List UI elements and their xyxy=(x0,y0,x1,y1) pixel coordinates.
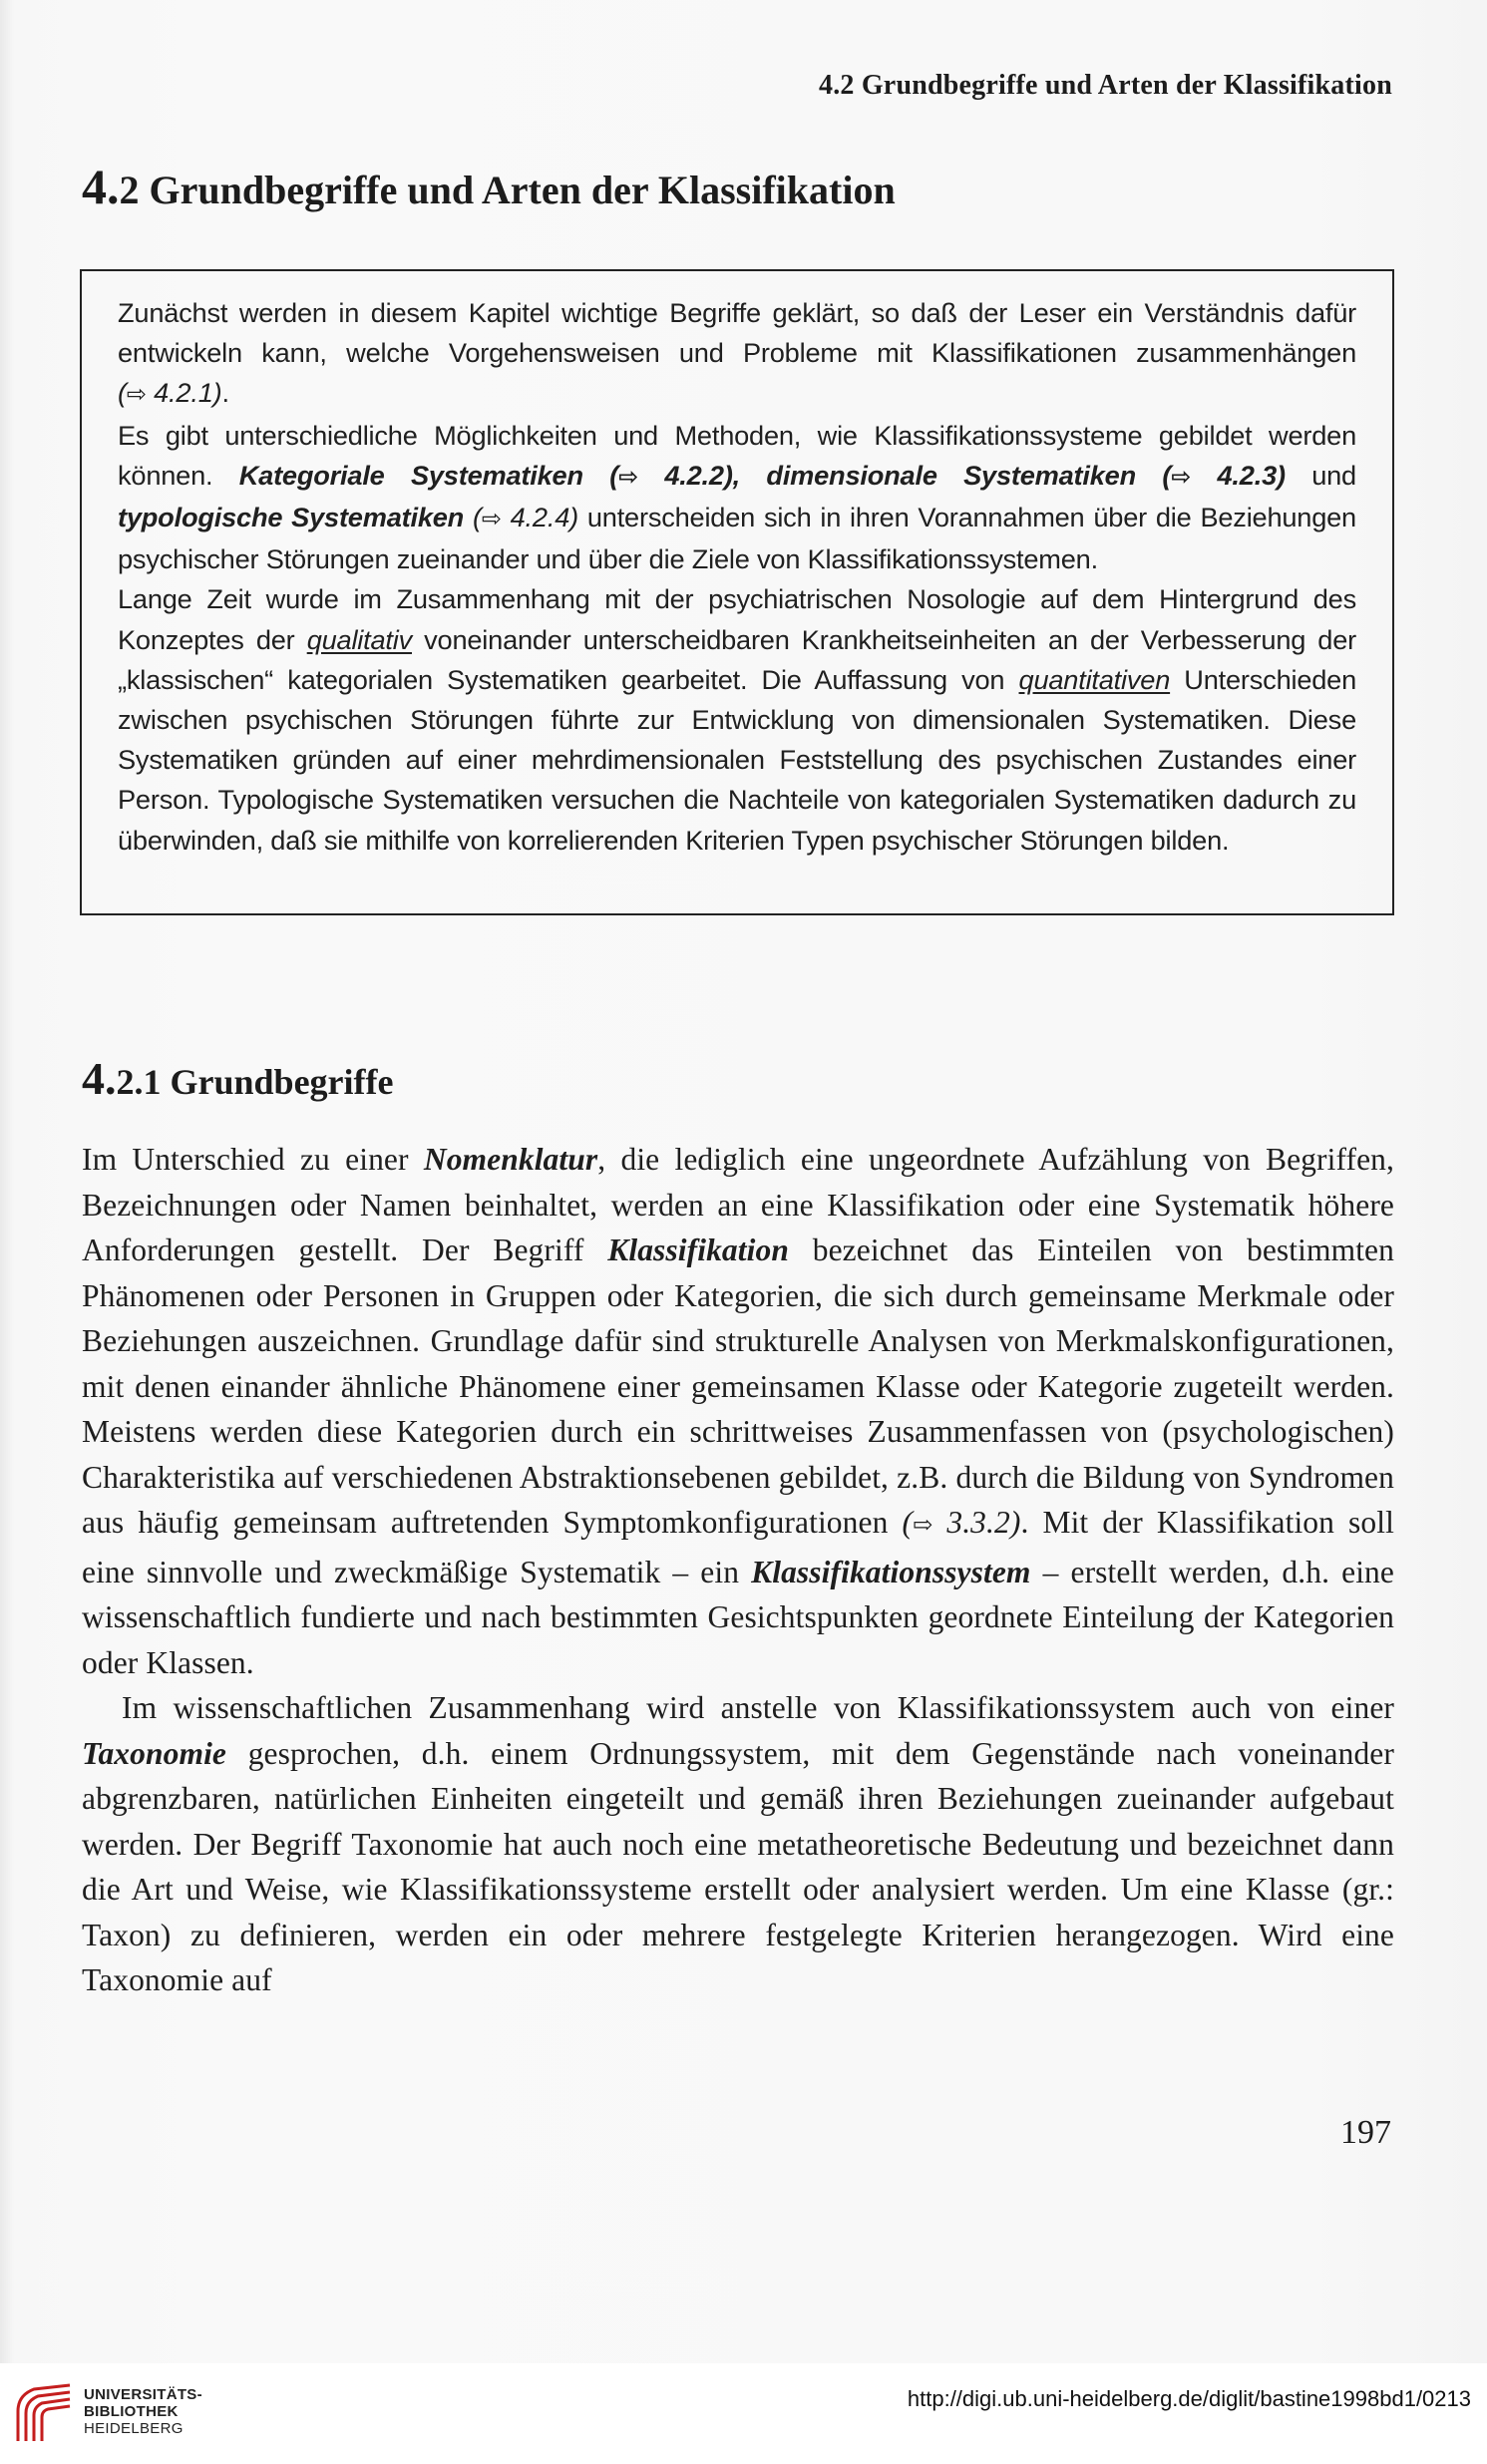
term-typologische-systematiken: typologische Systematiken xyxy=(118,502,465,533)
digitization-url-link[interactable]: http://digi.ub.uni-heidelberg.de/diglit/bastine1998bd1/0213 xyxy=(907,2386,1471,2411)
body-paragraph-2: Im wissenschaftlichen Zusammenhang wird anstelle von Klassifikationssystem auch von einer Taxonomie gesprochen, d.h. einem Ordnungssystem, mit dem Gegenstände nach voneinander abgrenzbaren, natürlichen Einheiten eingeteilt und gemäß ihren Beziehungen zueinander aufgebaut werden. Der Begriff Taxonomie hat auch noch eine metatheoretische Bedeutung und bezeichnet dann die Art und Weise, wie Klassifikationssysteme erstellt oder analysiert werden. Um eine Klasse (gr.: Taxon) zu definieren, werden ein oder mehrere festgelegte Kriterien herangezogen. Wird eine Taxonomie auf xyxy=(82,1690,1394,1997)
subsection-number-major: 4. xyxy=(82,1053,117,1104)
term-dimensionale-systematiken: dimensionale Systematiken xyxy=(766,459,1137,491)
summary-paragraph-1: Zunächst werden in diesem Kapitel wichtige Begriffe geklärt, so daß der Leser ein Verständnis dafür entwickeln kann, welche Vorgehensweisen und Probleme mit Klassifikationen zusammenhängen (⇨ 4.2.1). xyxy=(118,297,1356,409)
cross-reference[interactable]: (⇨ 3.3.2) xyxy=(902,1505,1021,1540)
summary-paragraph-2: Es gibt unterschiedliche Möglichkeiten und Methoden, wie Klassifikationssysteme gebildet werden können. Kategoriale Systematiken (⇨ 4.2.2), dimensionale Systematiken (⇨ 4.2.3) und typologische Systematiken (⇨ 4.2.4) unterscheiden sich in ihren Vorannahmen über die Beziehungen psychischer Störungen zueinander und über die Ziele von Klassifikationssystemen. xyxy=(118,419,1356,575)
cross-reference[interactable]: (⇨ 4.2.4) xyxy=(472,502,578,533)
term-klassifikation: Klassifikation xyxy=(607,1232,789,1267)
cross-reference[interactable]: (⇨ 4.2.3) xyxy=(1162,459,1286,491)
term-nomenklatur: Nomenklatur xyxy=(423,1142,598,1177)
section-title xyxy=(82,158,896,215)
page-number: 197 xyxy=(1340,2114,1391,2151)
term-kategoriale-systematiken: Kategoriale Systematiken xyxy=(238,459,583,491)
section-title-text: Grundbegriffe und Arten der Klassifikation xyxy=(149,168,896,212)
subsection-number-minor: 2.1 xyxy=(116,1062,162,1102)
subsection-title-text: Grundbegriffe xyxy=(170,1062,394,1102)
chapter-summary-box xyxy=(80,269,1394,915)
digitization-footer xyxy=(0,2363,1487,2464)
section-number-major: 4. xyxy=(82,159,120,214)
running-head: 4.2 Grundbegriffe und Arten der Klassifikation xyxy=(819,70,1392,101)
cross-reference[interactable]: (⇨ 4.2.2), xyxy=(609,459,741,491)
term-quantitativen: quantitativen xyxy=(1018,663,1171,695)
arrow-right-icon: ⇨ xyxy=(618,463,638,491)
library-name: UNIVERSITÄTS- BIBLIOTHEK HEIDELBERG xyxy=(84,2386,202,2437)
arrow-right-icon: ⇨ xyxy=(1171,463,1192,491)
university-library-logo-icon xyxy=(14,2381,78,2445)
summary-paragraph-3: Lange Zeit wurde im Zusammenhang mit der psychiatrischen Nosologie auf dem Hintergrund des Konzeptes der qualitativ voneinander unterscheidbaren Krankheitseinheiten an der Verbesserung der „klassischen“ kategorialen Systematiken gearbeitet. Die Auffassung von quantitativen Unterschieden zwischen psychischen Störungen führte zur Entwicklung von dimensionalen Systematiken. Diese Systematiken gründen auf einer mehrdimensionalen Feststellung des psychischen Zustandes einer Person. Typologische Systematiken versuchen die Nachteile von kategorialen Systematiken dadurch zu überwinden, daß sie mithilfe von korrelierenden Kriterien Typen psychischer Störungen bilden. xyxy=(118,583,1357,856)
term-klassifikationssystem: Klassifikationssystem xyxy=(751,1554,1031,1589)
arrow-right-icon: ⇨ xyxy=(126,381,147,409)
body-paragraph-1: Im Unterschied zu einer Nomenklatur, die lediglich eine ungeordnete Aufzählung von Begriffen, Bezeichnungen oder Namen beinhaltet, werden an eine Klassifikation oder eine Systematik höhere Anforderungen gestellt. Der Begriff Klassifikation bezeichnet das Einteilen von bestimmten Phänomenen oder Personen in Gruppen oder Kategorien, die sich durch gemeinsame Merkmale oder Beziehungen auszeichnen. Grundlage dafür sind strukturelle Analysen von Merkmalskonfigurationen, mit denen einander ähnliche Phänomene einer gemeinsamen Klasse oder Kategorie zugeteilt werden. Meistens werden diese Kategorien durch ein schrittweises Zusammenfassen von (psychologischen) Charakteristika auf verschiedenen Abstraktionsebenen gebildet, z.B. durch die Bildung von Syndromen aus häufig gemeinsam auftretenden Symptomkonfigurationen (⇨ 3.3.2). Mit der Klassifikation soll eine sinnvolle und zweckmäßige Systematik – ein Klassifikationssystem – erstellt werden, d.h. eine wissenschaftlich fundierte und nach bestimmten Gesichtspunkten geordnete Einteilung der Kategorien oder Klassen. xyxy=(82,1142,1394,1680)
body-text xyxy=(82,1137,1394,2003)
term-taxonomie: Taxonomie xyxy=(82,1735,227,1771)
section-number-minor: 2 xyxy=(119,168,140,212)
cross-reference[interactable]: (⇨ 4.2.1) xyxy=(118,377,222,409)
subsection-title xyxy=(82,1052,393,1105)
arrow-right-icon: ⇨ xyxy=(481,506,502,533)
arrow-right-icon: ⇨ xyxy=(913,1513,933,1539)
term-qualitativ: qualitativ xyxy=(306,623,412,655)
